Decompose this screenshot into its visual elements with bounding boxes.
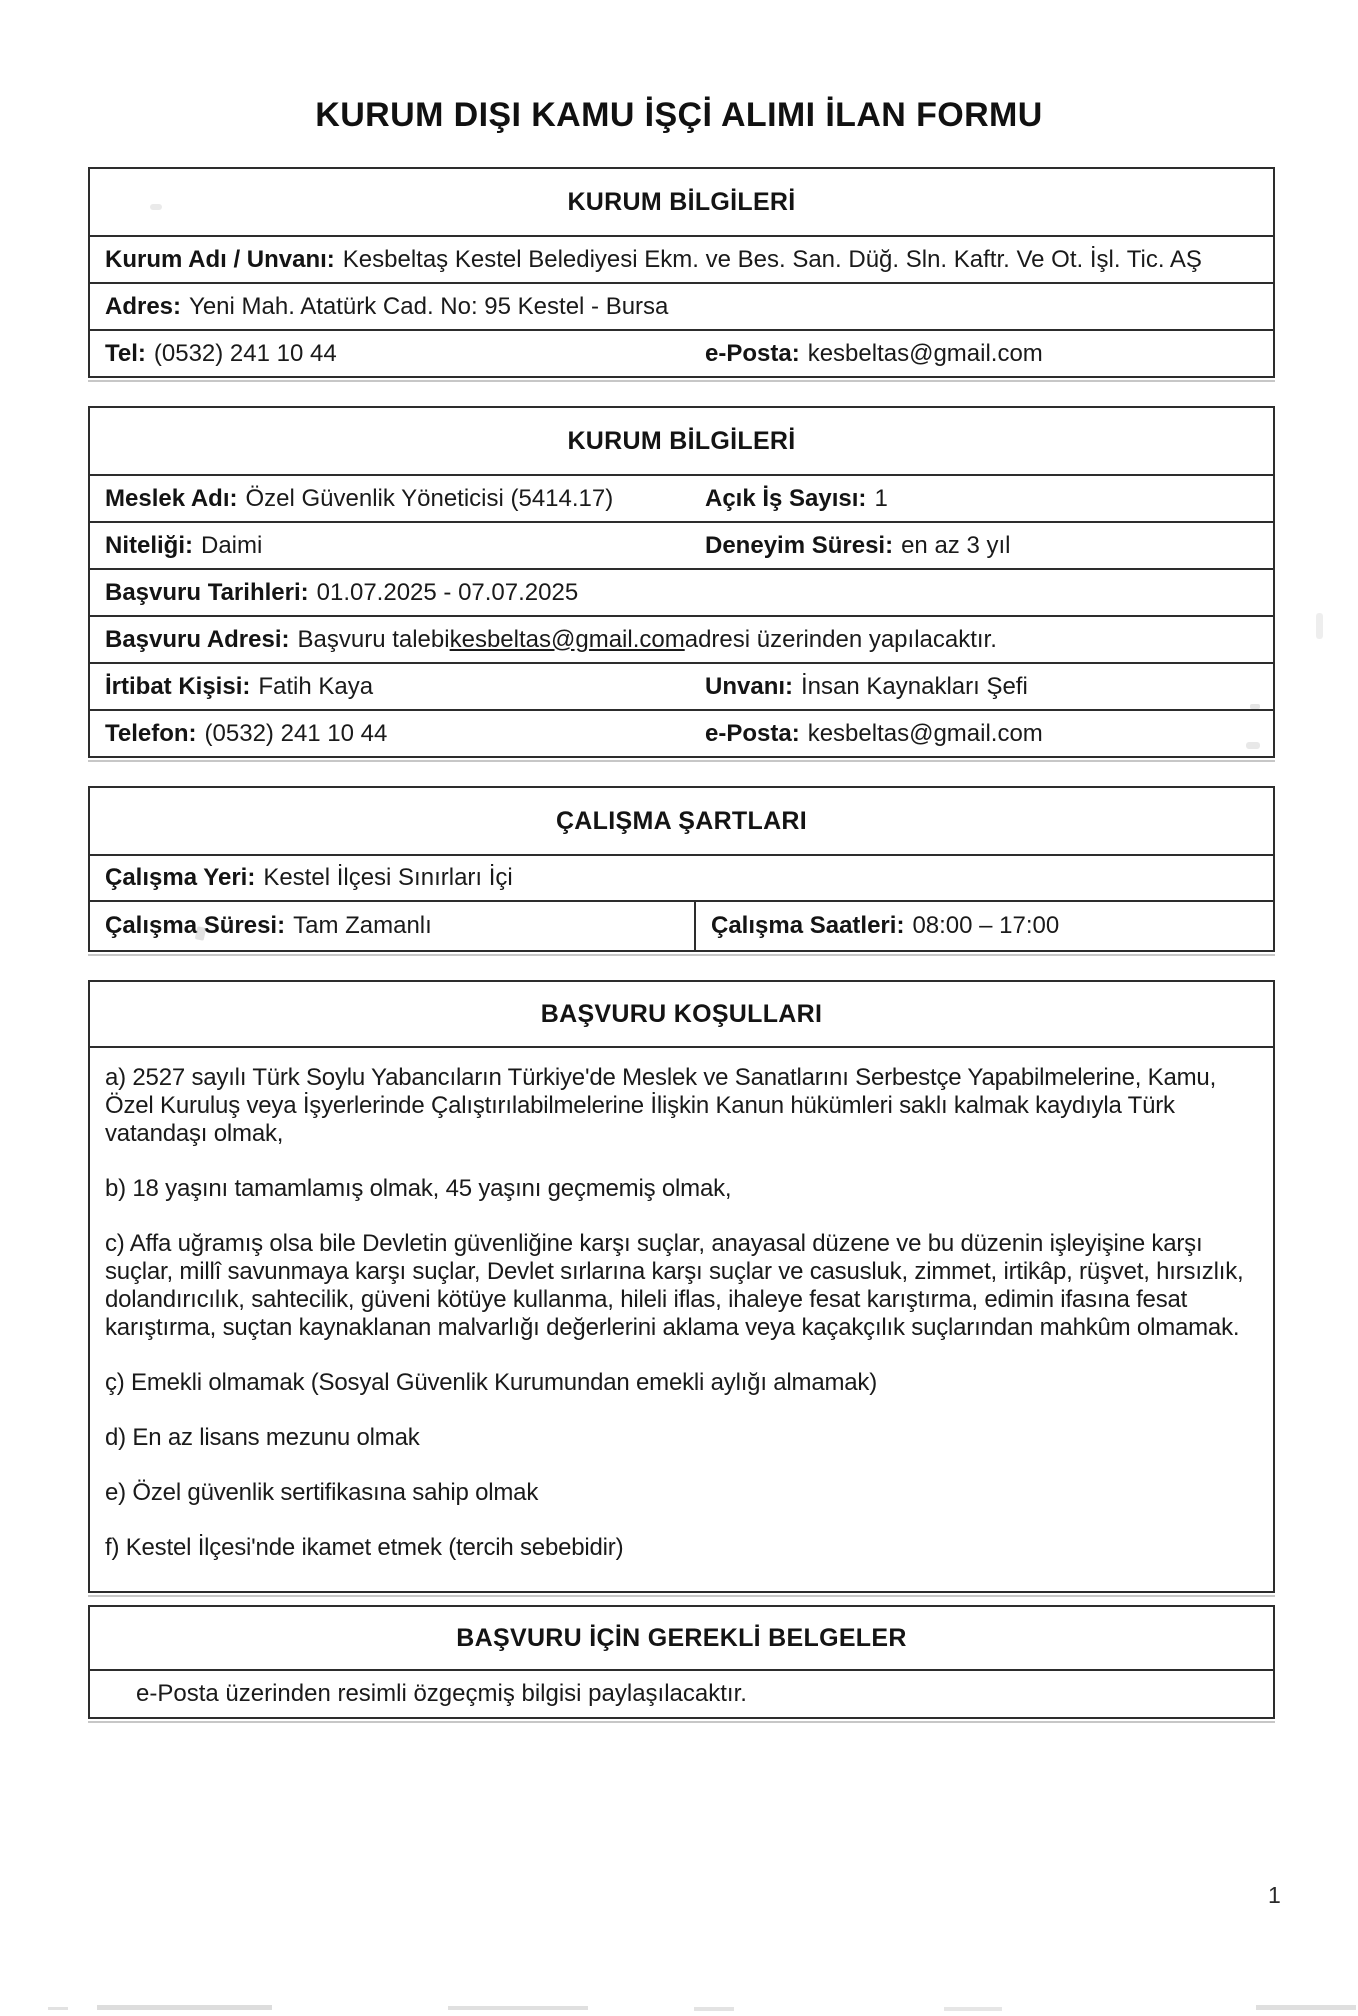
- field-value-acik-is-sayisi: 1: [874, 484, 888, 512]
- row-basvuru-tarihleri: [90, 570, 1273, 617]
- col-tel: [105, 340, 705, 368]
- field-label-acik-is-sayisi: Açık İş Sayısı:: [705, 484, 867, 512]
- field-label-adres: Adres:: [105, 292, 182, 320]
- field-label-calisma-suresi: Çalışma Süresi:: [105, 912, 286, 939]
- row-tel-eposta: [90, 331, 1273, 376]
- field-value-adres: Yeni Mah. Atatürk Cad. No: 95 Kestel - Bursa: [189, 292, 669, 320]
- field-value-basvuru-adresi-pre: Başvuru talebi: [297, 625, 450, 653]
- table-header-basvuru-kosullari: BAŞVURU KOŞULLARI: [90, 982, 1273, 1048]
- field-value-telefon: (0532) 241 10 44: [204, 719, 388, 747]
- col-unvani: [705, 673, 1028, 701]
- col-acik-is-sayisi: [705, 485, 888, 513]
- row-telefon-eposta: [90, 711, 1273, 756]
- field-label-meslek-adi: Meslek Adı:: [105, 484, 238, 512]
- page-title: KURUM DIŞI KAMU İŞÇİ ALIMI İLAN FORMU: [315, 96, 1043, 134]
- field-label-deneyim-suresi: Deneyim Süresi:: [705, 531, 894, 559]
- field-value-meslek-adi: Özel Güvenlik Yöneticisi (5414.17): [245, 484, 614, 512]
- condition-item-a: a) 2527 sayılı Türk Soylu Yabancıların Türkiye'de Meslek ve Sanatlarını Serbestçe Yapabilmelerine, Kamu, Özel Kuruluş veya İşyerlerinde Çalıştırılabilmelerine İlişkin Kanun hükümleri saklı kalmak kaydıyla Türk vatandaşı olmak,: [105, 1064, 1217, 1147]
- field-value-eposta-2: kesbeltas@gmail.com: [807, 719, 1043, 747]
- kurum-bilgileri-table-1: [88, 167, 1275, 378]
- field-value-unvani: İnsan Kaynakları Şefi: [801, 672, 1028, 700]
- field-value-basvuru-adresi-post: adresi üzerinden yapılacaktır.: [684, 625, 997, 653]
- field-label-niteligi: Niteliği:: [105, 531, 193, 559]
- row-calisma-suresi-saatleri: [90, 902, 1273, 950]
- field-value-niteligi: Daimi: [201, 531, 263, 559]
- field-value-irtibat-kisisi: Fatih Kaya: [258, 672, 374, 700]
- field-value-calisma-yeri: Kestel İlçesi Sınırları İçi: [263, 864, 513, 891]
- field-value-calisma-suresi: Tam Zamanlı: [293, 912, 432, 939]
- field-label-calisma-saatleri: Çalışma Saatleri:: [711, 912, 905, 939]
- field-value-eposta: kesbeltas@gmail.com: [807, 339, 1043, 367]
- field-value-tel: (0532) 241 10 44: [153, 339, 337, 367]
- scan-artifact: [694, 2007, 734, 2011]
- page-number: 1: [1268, 1882, 1281, 1908]
- col-eposta-2: [705, 720, 1043, 748]
- row-basvuru-adresi: [90, 617, 1273, 664]
- condition-item-c2: ç) Emekli olmamak (Sosyal Güvenlik Kurumundan emekli aylığı almamak): [105, 1369, 878, 1396]
- table-header-kurum-bilgileri-2: KURUM BİLGİLERİ: [90, 408, 1273, 476]
- table-header-gerekli-belgeler: BAŞVURU İÇİN GEREKLİ BELGELER: [90, 1607, 1273, 1671]
- row-calisma-yeri: [90, 856, 1273, 902]
- scan-artifact: [448, 2006, 588, 2010]
- field-label-eposta: e-Posta:: [705, 339, 800, 367]
- row-niteligi: [90, 523, 1273, 570]
- col-telefon: [105, 720, 705, 748]
- field-label-calisma-yeri: Çalışma Yeri:: [105, 864, 256, 891]
- field-label-kurum-adi: Kurum Adı / Unvanı:: [105, 245, 335, 273]
- field-value-basvuru-tarihleri: 01.07.2025 - 07.07.2025: [316, 578, 579, 606]
- scan-artifact: [1316, 613, 1323, 639]
- field-value-gerekli-belge: e-Posta üzerinden resimli özgeçmiş bilgisi paylaşılacaktır.: [136, 1680, 747, 1707]
- field-label-eposta-2: e-Posta:: [705, 719, 800, 747]
- col-niteligi: [105, 532, 705, 560]
- field-value-kurum-adi: Kesbeltaş Kestel Belediyesi Ekm. ve Bes. San. Düğ. Sln. Kaftr. Ve Ot. İşl. Tic. AŞ: [342, 245, 1202, 273]
- col-meslek-adi: [105, 485, 705, 513]
- col-deneyim-suresi: [705, 532, 1010, 560]
- col-irtibat-kisisi: [105, 673, 705, 701]
- condition-item-d: d) En az lisans mezunu olmak: [105, 1424, 420, 1451]
- condition-item-f: f) Kestel İlçesi'nde ikamet etmek (tercih sebebidir): [105, 1534, 624, 1561]
- scanned-document-page: [0, 96, 1358, 2016]
- row-gerekli-belge: [90, 1671, 1273, 1717]
- calisma-sartlari-table: [88, 786, 1275, 952]
- scan-artifact: [944, 2007, 1002, 2011]
- field-label-unvani: Unvanı:: [705, 672, 794, 700]
- email-link-text: kesbeltas@gmail.com: [449, 625, 685, 653]
- cell-calisma-suresi: [90, 902, 696, 950]
- condition-item-c: c) Affa uğramış olsa bile Devletin güvenliğine karşı suçlar, anayasal düzene ve bu düzenin işleyişine karşı suçlar, millî savunmaya karşı suçlar, Devlet sırlarına karşı suçlar ve casusluk, zimmet, irtikâp, rüşvet, hırsızlık, dolandırıcılık, sahtecilik, güveni kötüye kullanma, hileli iflas, ihaleye fesat karıştırma, edimin ifasına fesat karıştırma, suçtan kaynaklanan malvarlığı değerlerini aklama veya kaçakçılık suçlarından mahkûm olmamak.: [105, 1230, 1244, 1341]
- scan-artifact: [1256, 2005, 1356, 2010]
- col-eposta: [705, 340, 1043, 368]
- scan-artifact: [97, 2005, 272, 2010]
- field-label-irtibat-kisisi: İrtibat Kişisi:: [105, 672, 251, 700]
- conditions-text-block: [90, 1048, 1273, 1591]
- field-label-telefon: Telefon:: [105, 719, 197, 747]
- row-adres: [90, 284, 1273, 331]
- condition-item-b: b) 18 yaşını tamamlamış olmak, 45 yaşını geçmemiş olmak,: [105, 1175, 732, 1202]
- table-header-kurum-bilgileri-1: KURUM BİLGİLERİ: [90, 169, 1273, 237]
- field-label-basvuru-adresi: Başvuru Adresi:: [105, 625, 290, 653]
- row-irtibat-unvan: [90, 664, 1273, 711]
- basvuru-kosullari-table: [88, 980, 1275, 1593]
- field-label-basvuru-tarihleri: Başvuru Tarihleri:: [105, 578, 309, 606]
- gerekli-belgeler-table: [88, 1605, 1275, 1719]
- table-header-calisma-sartlari: ÇALIŞMA ŞARTLARI: [90, 788, 1273, 856]
- field-value-deneyim-suresi: en az 3 yıl: [901, 531, 1011, 559]
- kurum-bilgileri-table-2: [88, 406, 1275, 758]
- row-meslek-adi: [90, 476, 1273, 523]
- field-label-tel: Tel:: [105, 339, 146, 367]
- row-kurum-adi: [90, 237, 1273, 284]
- field-value-calisma-saatleri: 08:00 – 17:00: [912, 912, 1060, 939]
- cell-calisma-saatleri: [696, 912, 1074, 940]
- scan-artifact: [48, 2007, 68, 2010]
- condition-item-e: e) Özel güvenlik sertifikasına sahip olmak: [105, 1479, 539, 1506]
